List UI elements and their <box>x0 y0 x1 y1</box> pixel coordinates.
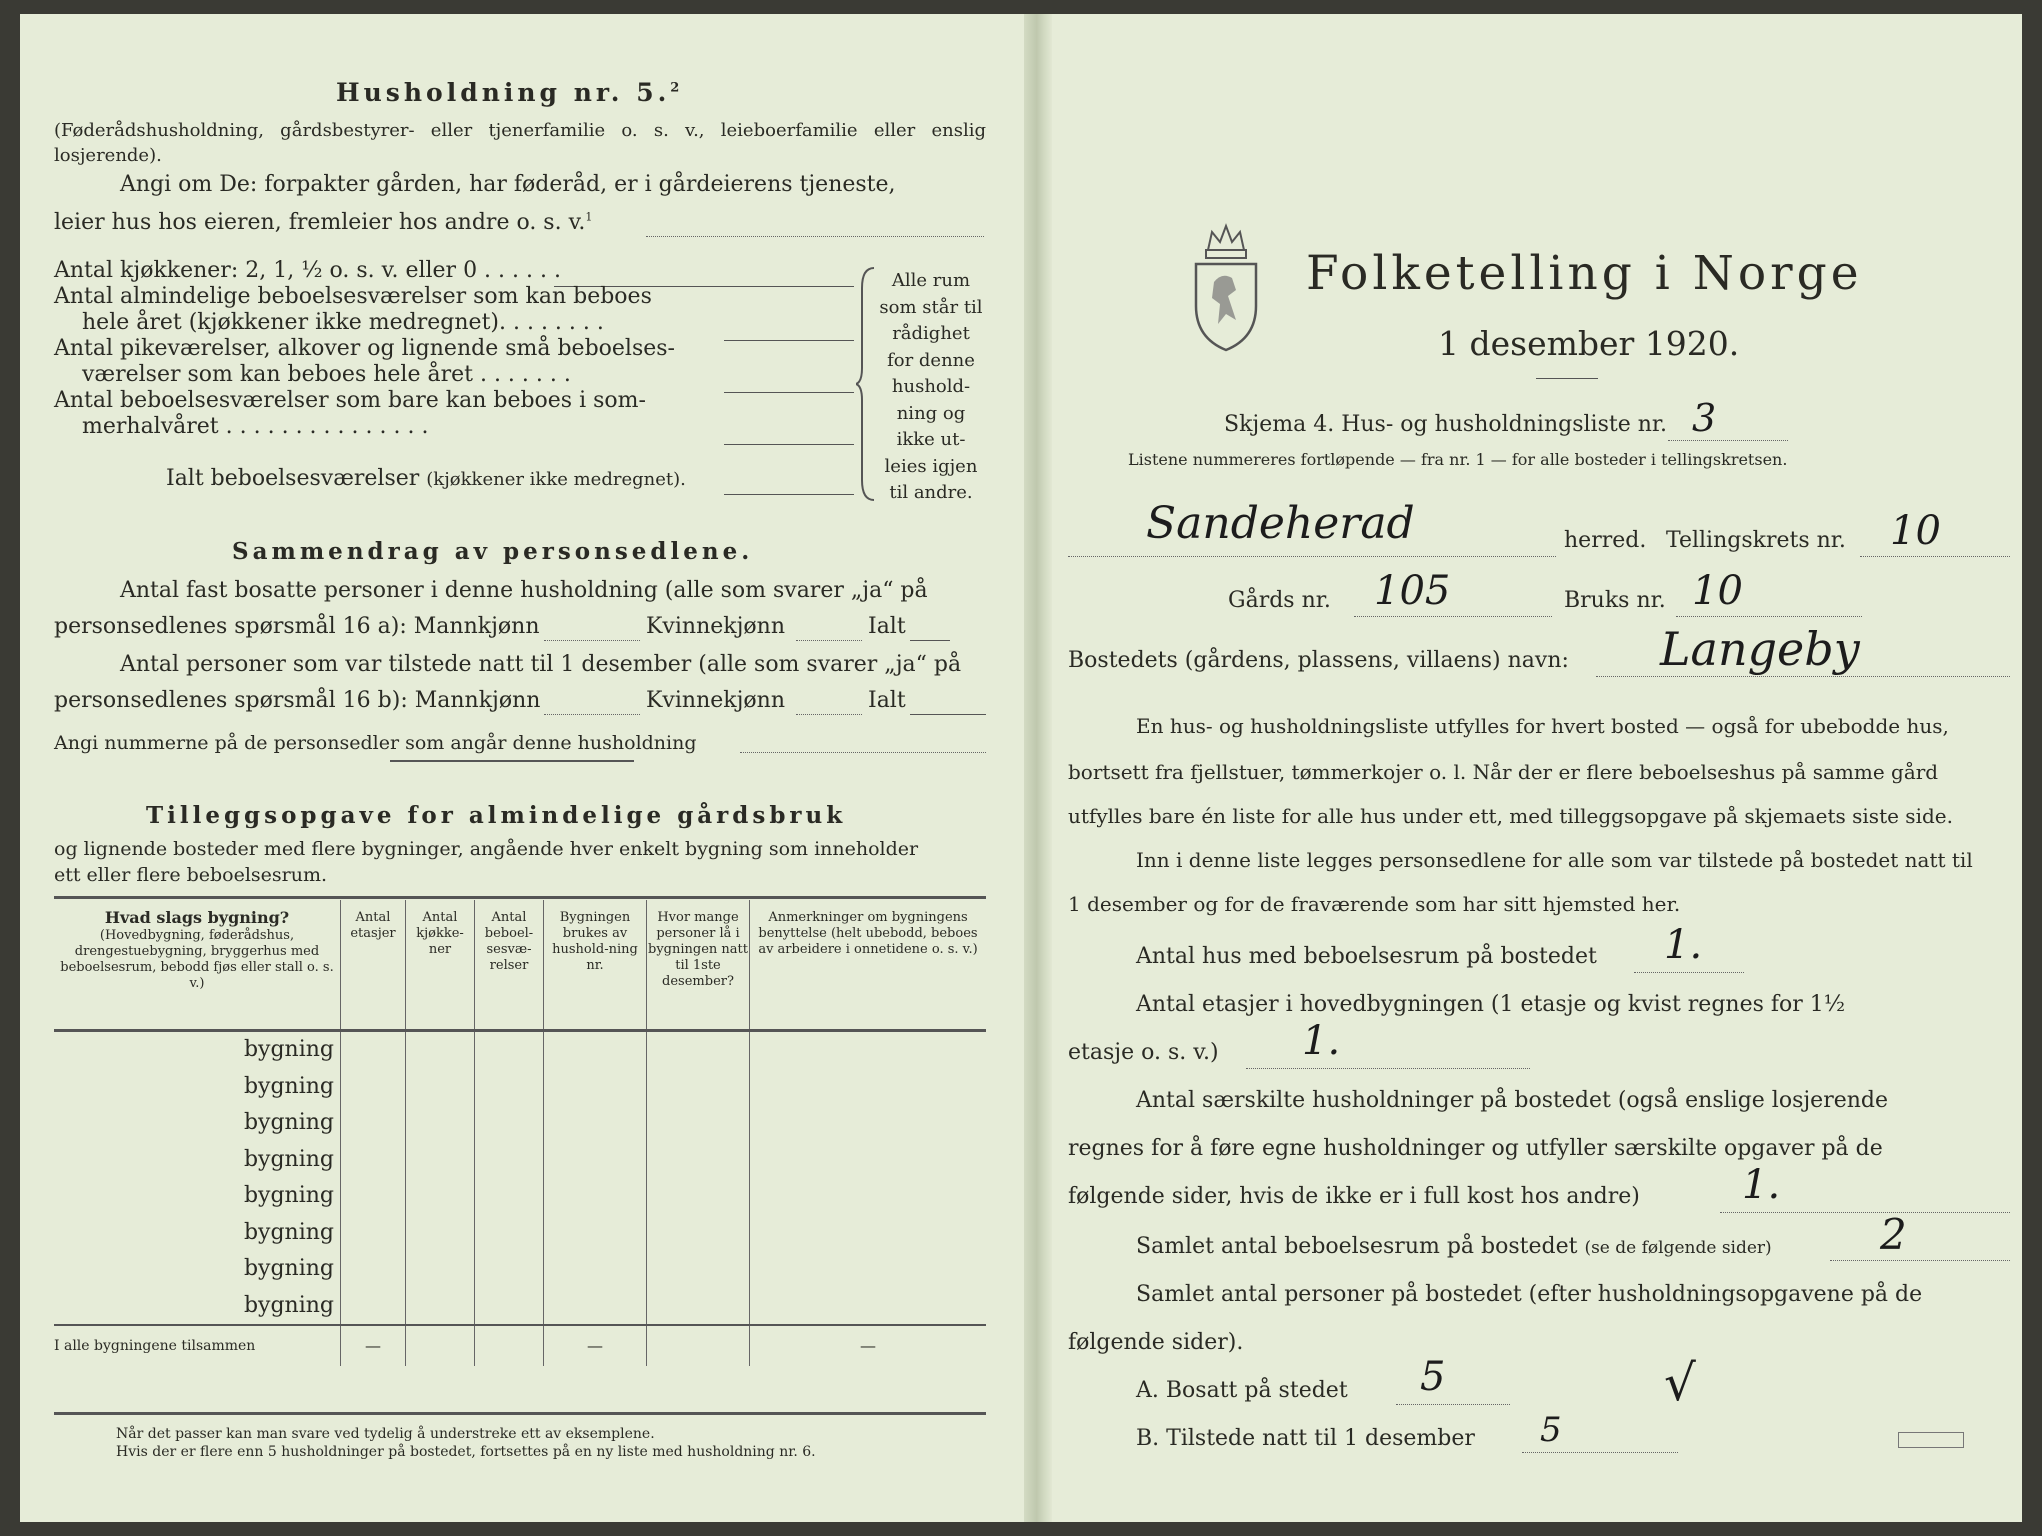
herred-handwritten: Sandeherad <box>1146 498 1415 549</box>
household-title: Husholdning nr. 5.$^2$ <box>336 78 684 107</box>
building-row-label: bygning <box>243 1146 334 1172</box>
para2-line2: 1 desember og for de fraværende som har sitt hjemsted her. <box>1068 892 1681 916</box>
printer-stamp <box>1898 1432 1964 1448</box>
a-samlet-rum: 2 <box>1880 1210 1907 1259</box>
q-husholdn-2: regnes for å føre egne husholdninger og utfyller særskilte opgaver på de <box>1068 1136 1883 1161</box>
a-antal-hus: 1. <box>1664 922 1703 968</box>
tillegg-desc-1: og lignende bosteder med flere bygninger, angående hver enkelt bygning som inneholder <box>54 838 919 860</box>
rooms-kitchens: Antal kjøkkener: 2, 1, ½ o. s. v. eller 0 . . . . . . <box>54 258 561 283</box>
right-page <box>1052 14 2022 1522</box>
buildings-table <box>54 900 986 1366</box>
tillegg-title: Tilleggsopgave for almindelige gårdsbruk <box>146 802 847 829</box>
building-row-label: bygning <box>243 1292 334 1318</box>
coat-of-arms-icon <box>1188 220 1264 354</box>
rooms-summer-2: merhalvåret . . . . . . . . . . . . . . . <box>82 414 429 439</box>
table-row <box>54 1105 986 1142</box>
para1-line3: utfylles bare én liste for alle hus under ett, med tilleggsopgave på skjemaets siste side. <box>1068 804 1953 828</box>
q-antal-hus: Antal hus med beboelsesrum på bostedet <box>1136 944 1597 969</box>
tillegg-desc-2: ett eller flere beboelsesrum. <box>54 864 328 886</box>
tellingskrets-handwritten: 10 <box>1890 508 1941 554</box>
table-total-row <box>54 1325 986 1366</box>
bruks-handwritten: 10 <box>1692 568 1743 614</box>
gards-label: Gårds nr. <box>1228 588 1331 613</box>
a-husholdn: 1. <box>1742 1162 1781 1208</box>
rooms-summer-1: Antal beboelsesværelser som bare kan beboes i som- <box>54 388 646 413</box>
footnote-2: Hvis der er flere enn 5 husholdninger på bostedet, fortsettes på en ny liste med husholdning nr. 6. <box>116 1444 816 1460</box>
table-row <box>54 1068 986 1105</box>
q-samlet-pers-1: Samlet antal personer på bostedet (efter husholdningsopgavene på de <box>1136 1282 1923 1307</box>
gards-handwritten: 105 <box>1374 568 1451 614</box>
ialt-label-2: Ialt <box>868 688 906 713</box>
q-etasjer-2: etasje o. s. v.) <box>1068 1040 1219 1065</box>
census-title: Folketelling i Norge <box>1306 246 1863 301</box>
q-husholdn-1: Antal særskilte husholdninger på bostedet (også enslige losjerende <box>1136 1088 1889 1113</box>
bosted-label: Bostedets (gårdens, plassens, villaens) navn: <box>1068 648 1569 673</box>
table-row <box>54 1287 986 1325</box>
left-page <box>20 14 1024 1522</box>
herred-label: herred. <box>1564 528 1647 553</box>
side-note: Alle rum som står til rådighet for denne hushold- ning og ikke ut- leies igjen til andre. <box>879 270 983 503</box>
table-row <box>54 1214 986 1251</box>
sammendrag-1b: personsedlenes spørsmål 16 a): Mannkjønn <box>54 614 540 639</box>
q-etasjer-1: Antal etasjer i hovedbygningen (1 etasje og kvist regnes for 1½ <box>1136 992 1846 1017</box>
a-bosatt-value: 5 <box>1420 1354 1446 1400</box>
para1-line1: En hus- og husholdningsliste utfylles for hvert bosted — også for ubebodde hus, <box>1136 714 1949 738</box>
col-anmerkninger: Anmerkninger om bygningens benyttelse (helt ubebodd, beboes av arbeidere i onnetidene o. s. v.) <box>750 900 987 1030</box>
col-husholdning-nr: Bygningen brukes av hushold-ning nr. <box>544 900 647 1030</box>
total-label: I alle bygningene tilsammen <box>54 1325 341 1366</box>
table-header-row <box>54 900 986 1030</box>
bruks-label: Bruks nr. <box>1564 588 1666 613</box>
rooms-small-2: værelser som kan beboes hele året . . . . . . . <box>82 362 571 387</box>
census-date: 1 desember 1920. <box>1438 324 1740 363</box>
col-etasjer: Antal etasjer <box>341 900 406 1030</box>
check-mark: √ <box>1664 1354 1696 1412</box>
angi-nummerne: Angi nummerne på de personsedler som angår denne husholdning <box>54 732 697 754</box>
a-etasjer: 1. <box>1302 1018 1341 1064</box>
census-form-spread <box>20 14 2022 1522</box>
table-row <box>54 1251 986 1288</box>
bosted-handwritten: Langeby <box>1660 622 1860 676</box>
ialt-label-1: Ialt <box>868 614 906 639</box>
footnote-1: Når det passer kan man svare ved tydelig å understreke ett av eksemplene. <box>116 1426 655 1442</box>
kvinne-label-1: Kvinnekjønn <box>646 614 785 639</box>
building-row-label: bygning <box>243 1183 334 1209</box>
table-row <box>54 1178 986 1215</box>
tellingskrets-label: Tellingskrets nr. <box>1666 528 1846 553</box>
para1-line2: bortsett fra fjellstuer, tømmerkojer o. l. Når der er flere beboelseshus på samme gård <box>1068 760 1939 784</box>
book-spine <box>1024 14 1052 1522</box>
rooms-ordinary-2: hele året (kjøkkener ikke medregnet). . . . . . . . <box>82 310 604 335</box>
angi-line-2: leier hus hos eieren, fremleier hos andre o. s. v.$^1$ <box>54 210 593 235</box>
building-row-label: bygning <box>243 1219 334 1245</box>
sammendrag-2b: personsedlenes spørsmål 16 b): Mannkjønn <box>54 688 541 713</box>
total-dash: — <box>544 1325 647 1366</box>
q-samlet-rum: Samlet antal beboelsesrum på bostedet (se de følgende sider) <box>1136 1234 1772 1259</box>
building-row-label: bygning <box>243 1110 334 1136</box>
kvinne-label-2: Kvinnekjønn <box>646 688 785 713</box>
col-beboelsesvaerelser: Antal beboel-sesvæ-relser <box>475 900 544 1030</box>
building-row-label: bygning <box>243 1073 334 1099</box>
household-intro: (Føderådshusholdning, gårdsbestyrer- eller tjenerfamilie o. s. v., leieboerfamilie eller enslig losjerende). <box>54 120 986 166</box>
b-tilstede-value: 5 <box>1540 1410 1562 1450</box>
total-dash: — <box>341 1325 406 1366</box>
total-dash: — <box>750 1325 987 1366</box>
table-row <box>54 1141 986 1178</box>
table-row <box>54 1030 986 1068</box>
ialt-rooms: Ialt beboelsesværelser (kjøkkener ikke medregnet). <box>166 466 686 491</box>
sammendrag-1a: Antal fast bosatte personer i denne husholdning (alle som svarer „ja“ på <box>120 578 928 603</box>
col-kjokkener: Antal kjøkke-ner <box>406 900 475 1030</box>
q-husholdn-3: følgende sider, hvis de ikke er i full kost hos andre) <box>1068 1184 1640 1209</box>
skjema-nr-handwritten: 3 <box>1692 396 1717 440</box>
para2-line1: Inn i denne liste legges personsedlene for alle som var tilstede på bostedet natt til <box>1136 848 1973 872</box>
col-personer: Hvor mange personer lå i bygningen natt til 1ste desember? <box>647 900 750 1030</box>
col-building-type: Hvad slags bygning? (Hovedbygning, føderådshus, drengestuebygning, bryggerhus med beboelsesrum, bebodd fjøs eller stall o. s. v.) <box>60 908 334 991</box>
building-row-label: bygning <box>243 1256 334 1282</box>
skjema-label: Skjema 4. Hus- og husholdningsliste nr. <box>1224 412 1667 437</box>
q-samlet-pers-2: følgende sider). <box>1068 1330 1244 1355</box>
sammendrag-title: Sammendrag av personsedlene. <box>232 538 754 565</box>
rooms-ordinary-1: Antal almindelige beboelsesværelser som kan beboes <box>54 284 652 309</box>
a-bosatt-label: A. Bosatt på stedet <box>1136 1378 1348 1403</box>
listene-note: Listene nummereres fortløpende — fra nr. 1 — for alle bosteder i tellingskretsen. <box>1128 450 1788 469</box>
building-row-label: bygning <box>243 1037 334 1063</box>
sammendrag-2a: Antal personer som var tilstede natt til 1 desember (alle som svarer „ja“ på <box>120 652 962 677</box>
angi-line-1: Angi om De: forpakter gården, har føderåd, er i gårdeierens tjeneste, <box>120 172 896 197</box>
b-tilstede-label: B. Tilstede natt til 1 desember <box>1136 1426 1475 1451</box>
rooms-small-1: Antal pikeværelser, alkover og lignende små beboelses- <box>54 336 675 361</box>
